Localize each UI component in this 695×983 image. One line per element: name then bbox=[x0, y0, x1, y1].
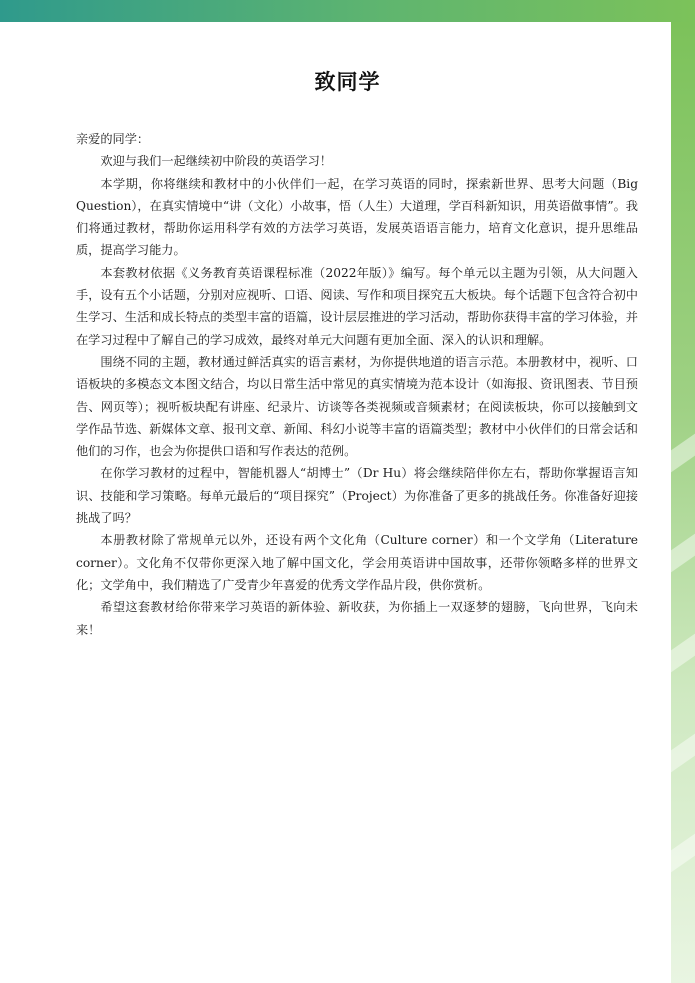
letter-body bbox=[76, 128, 638, 641]
right-decorative-band bbox=[671, 22, 695, 983]
band-stripe bbox=[671, 434, 695, 473]
paragraph-dr-hu: 在你学习教材的过程中，智能机器人“胡博士”（Dr Hu）将会继续陪伴你左右，帮助你掌握语言知识、技能和学习策略。每单元最后的“项目探究”（Project）为你准备了更多的挑战任务。你准备好迎接挑战了吗？ bbox=[76, 466, 638, 526]
paragraph-semester: 本学期，你将继续和教材中的小伙伴们一起，在学习英语的同时，探索新世界、思考大问题（Big Question），在真实情境中“讲（文化）小故事，悟（人生）大道理，学百科新知识，用英语做事情”。我们将通过教材，帮助你运用科学有效的方法学习英语，发展英语语言能力，培育文化意识，提升思维品质，提高学习能力。 bbox=[76, 176, 638, 258]
paragraph-closing: 希望这套教材给你带来学习英语的新体验、新收获，为你插上一双逐梦的翅膀，飞向世界，飞向未来！ bbox=[76, 600, 638, 637]
top-decorative-band bbox=[0, 0, 695, 22]
band-stripe bbox=[671, 734, 695, 773]
band-stripe bbox=[671, 634, 695, 673]
band-stripe bbox=[671, 534, 695, 573]
paragraph-corners: 本册教材除了常规单元以外，还设有两个文化角（Culture corner）和一个文学角（Literature corner）。文化角不仅带你更深入地了解中国文化，学会用英语讲中国故事，还带你领略多样的世界文化；文学角中，我们精选了广受青少年喜爱的优秀文学作品片段，供你赏析。 bbox=[76, 533, 638, 592]
greeting: 亲爱的同学： bbox=[76, 132, 150, 146]
paragraph-materials: 围绕不同的主题，教材通过鲜活真实的语言素材，为你提供地道的语言示范。本册教材中，视听、口语板块的多模态文本图文结合，均以日常生活中常见的真实情境为范本设计（如海报、资讯图表、节目预告、网页等）；视听板块配有讲座、纪录片、访谈等各类视频或音频素材；在阅读板块，你可以接触到文学作品节选、新媒体文章、报刊文章、新闻、科幻小说等丰富的语篇类型；教材中小伙伴们的日常会话和他们的习作，也会为你提供口语和写作表达的范例。 bbox=[76, 354, 638, 459]
paragraph-welcome: 欢迎与我们一起继续初中阶段的英语学习！ bbox=[100, 154, 332, 169]
page-title: 致同学 bbox=[314, 70, 381, 95]
paragraph-curriculum: 本套教材依据《义务教育英语课程标准（2022年版）》编写。每个单元以主题为引领，从大问题入手，设有五个小话题，分别对应视听、口语、阅读、写作和项目探究五大板块。每个话题下包含符合初中生学习、生活和成长特点的类型丰富的语篇，设计层层推进的学习活动，帮助你获得丰富的学习体验，并在学习过程中了解自己的学习成效，最终对单元大问题有更加全面、深入的认识和理解。 bbox=[76, 265, 638, 347]
band-stripe bbox=[671, 834, 695, 873]
